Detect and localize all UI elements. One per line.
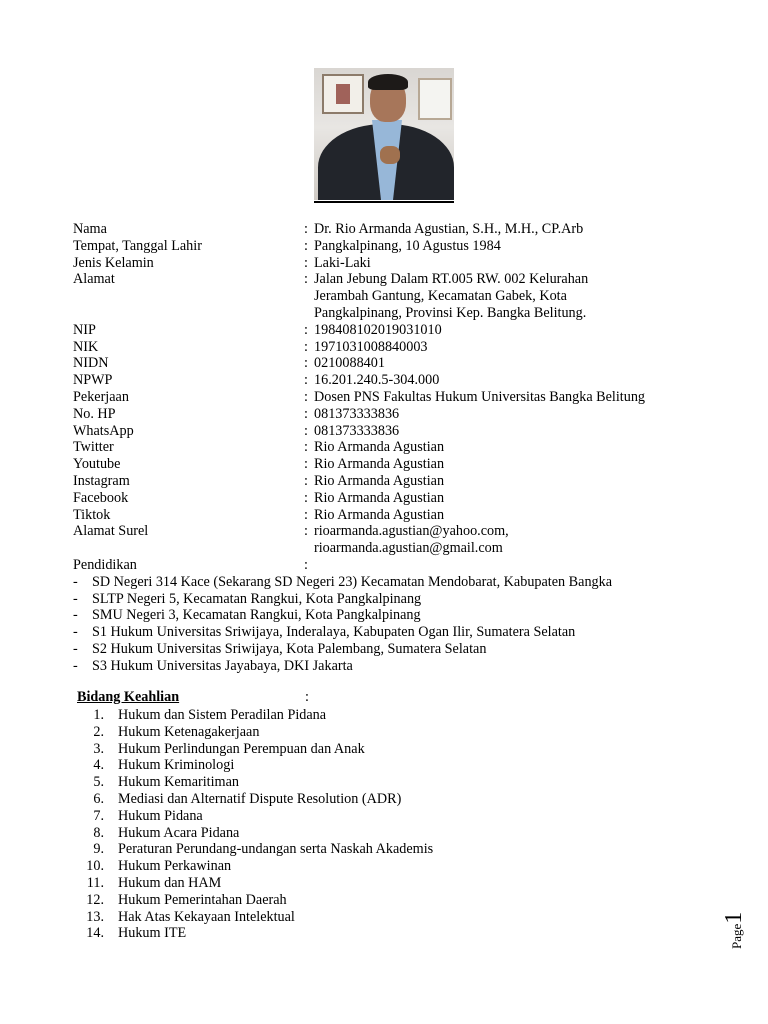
expertise-text: Hukum Kemaritiman (118, 774, 239, 791)
profile-colon: : (304, 237, 308, 254)
expertise-text: Hukum Perlindungan Perempuan dan Anak (118, 740, 365, 757)
profile-colon: : (304, 506, 308, 523)
profile-colon: : (304, 422, 308, 439)
expertise-number: 11. (86, 875, 104, 891)
education-dash: - (73, 590, 78, 607)
profile-value: Rio Armanda Agustian (314, 489, 445, 506)
page-word: Page (729, 923, 744, 949)
profile-label: WhatsApp (73, 422, 134, 439)
expertise-colon: : (305, 689, 309, 705)
profile-label: Nama (73, 221, 107, 237)
expertise-number: 6. (93, 791, 104, 807)
profile-label: Jenis Kelamin (73, 254, 154, 271)
expertise-text: Hukum dan HAM (118, 875, 222, 891)
profile-label: NIP (73, 321, 96, 338)
education-text: S1 Hukum Universitas Sriwijaya, Inderalaya, Kabupaten Ogan Ilir, Sumatera Selatan (92, 624, 576, 641)
education-text: SLTP Negeri 5, Kecamatan Rangkui, Kota Pangkalpinang (92, 590, 422, 607)
profile-value: rioarmanda.agustian@gmail.com (314, 540, 503, 557)
profile-label: Facebook (73, 489, 129, 506)
education-label: Pendidikan (73, 557, 137, 573)
expertise-item (74, 858, 574, 875)
profile-colon: : (304, 271, 308, 288)
page-number: 1 (721, 911, 747, 924)
expertise-text: Hukum Pemerintahan Daerah (118, 891, 287, 908)
expertise-item (74, 841, 574, 858)
education-dash: - (73, 624, 78, 641)
profile-value: 081373333836 (314, 422, 400, 439)
education-text: SMU Negeri 3, Kecamatan Rangkui, Kota Pangkalpinang (92, 607, 421, 624)
expertise-text: Hukum Pidana (118, 807, 203, 824)
profile-value: Rio Armanda Agustian (314, 439, 445, 456)
education-dash: - (73, 641, 78, 657)
profile-colon: : (304, 439, 308, 456)
profile-value: Jalan Jebung Dalam RT.005 RW. 002 Kelurahan (314, 271, 589, 288)
profile-colon: : (304, 389, 308, 405)
expertise-item (74, 875, 574, 892)
education-text: SD Negeri 314 Kace (Sekarang SD Negeri 23) Kecamatan Mendobarat, Kabupaten Bangka (92, 573, 613, 590)
education-item (73, 591, 421, 608)
profile-label: NIK (73, 338, 99, 355)
expertise-item (74, 791, 574, 808)
expertise-number: 9. (93, 841, 104, 858)
expertise-item (74, 707, 574, 724)
profile-colon: : (304, 372, 308, 389)
profile-label: No. HP (73, 405, 116, 422)
profile-colon: : (304, 221, 308, 237)
expertise-text: Hukum dan Sistem Peradilan Pidana (118, 707, 327, 723)
profile-label: Alamat Surel (73, 523, 149, 540)
expertise-number: 3. (93, 740, 104, 757)
expertise-item (74, 909, 574, 926)
expertise-text: Hak Atas Kekayaan Intelektual (118, 908, 295, 925)
profile-value: 0210088401 (314, 355, 385, 372)
expertise-number: 1. (93, 707, 104, 723)
education-dash: - (73, 607, 78, 624)
profile-value: 081373333836 (314, 405, 400, 422)
profile-label: NPWP (73, 372, 113, 389)
education-dash: - (73, 573, 78, 590)
profile-colon: : (304, 405, 308, 422)
profile-label: Instagram (73, 473, 130, 489)
education-colon: : (304, 557, 308, 573)
profile-value: Rio Armanda Agustian (314, 506, 445, 523)
expertise-heading: Bidang Keahlian (77, 689, 180, 705)
expertise-text: Hukum Ketenagakerjaan (118, 723, 260, 740)
education-item (73, 641, 486, 658)
expertise-text: Hukum Perkawinan (118, 858, 232, 875)
expertise-item (74, 757, 574, 774)
profile-value: Rio Armanda Agustian (314, 473, 445, 489)
expertise-text: Peraturan Perundang-undangan serta Naskah Akademis (118, 841, 434, 858)
expertise-text: Hukum Acara Pidana (118, 824, 240, 841)
profile-label: Twitter (73, 439, 114, 456)
page-number-marker (721, 909, 767, 949)
profile-value: rioarmanda.agustian@yahoo.com, (314, 523, 509, 540)
expertise-number: 8. (93, 824, 104, 841)
expertise-item (74, 774, 574, 791)
profile-label: Youtube (73, 456, 121, 473)
profile-value: Laki-Laki (314, 254, 371, 271)
profile-value: Dosen PNS Fakultas Hukum Universitas Bangka Belitung (314, 389, 646, 405)
expertise-text: Hukum Kriminologi (118, 757, 235, 774)
profile-value: 16.201.240.5-304.000 (314, 372, 440, 389)
profile-colon: : (304, 456, 308, 473)
profile-photo (314, 68, 454, 200)
expertise-number: 2. (93, 723, 104, 740)
profile-value: Jerambah Gantung, Kecamatan Gabek, Kota (314, 288, 567, 305)
expertise-number: 10. (86, 858, 104, 875)
education-item (73, 624, 575, 641)
profile-value: Dr. Rio Armanda Agustian, S.H., M.H., CP.Arb (314, 221, 584, 237)
profile-label: NIDN (73, 355, 109, 372)
education-item (73, 574, 612, 591)
expertise-item (74, 925, 574, 942)
expertise-item (74, 808, 574, 825)
profile-colon: : (304, 523, 308, 540)
education-dash: - (73, 657, 78, 674)
profile-colon: : (304, 254, 308, 271)
education-item (73, 607, 421, 624)
expertise-item (74, 741, 574, 758)
expertise-text: Mediasi dan Alternatif Dispute Resolution (ADR) (118, 791, 402, 807)
profile-value: Pangkalpinang, 10 Agustus 1984 (314, 237, 501, 254)
expertise-number: 7. (93, 807, 104, 824)
profile-colon: : (304, 321, 308, 338)
expertise-item (74, 724, 574, 741)
expertise-item (74, 892, 574, 909)
profile-colon: : (304, 473, 308, 489)
profile-colon: : (304, 338, 308, 355)
photo-underline (314, 201, 454, 203)
expertise-number: 14. (86, 925, 104, 942)
profile-label: Pekerjaan (73, 389, 129, 405)
profile-colon: : (304, 489, 308, 506)
expertise-number: 5. (93, 774, 104, 791)
education-item (73, 658, 353, 675)
profile-value: Pangkalpinang, Provinsi Kep. Bangka Belitung. (314, 305, 587, 321)
expertise-item (74, 825, 574, 842)
profile-label: Alamat (73, 271, 115, 288)
profile-value: 1971031008840003 (314, 338, 428, 355)
education-text: S3 Hukum Universitas Jayabaya, DKI Jakarta (92, 657, 353, 674)
expertise-number: 4. (93, 757, 104, 774)
profile-value: 198408102019031010 (314, 321, 442, 338)
profile-label: Tiktok (73, 506, 111, 523)
expertise-number: 12. (86, 891, 104, 908)
profile-colon: : (304, 355, 308, 372)
profile-value: Rio Armanda Agustian (314, 456, 445, 473)
education-text: S2 Hukum Universitas Sriwijaya, Kota Palembang, Sumatera Selatan (92, 641, 487, 657)
expertise-text: Hukum ITE (118, 925, 187, 942)
profile-label: Tempat, Tanggal Lahir (73, 237, 202, 254)
expertise-number: 13. (86, 908, 104, 925)
